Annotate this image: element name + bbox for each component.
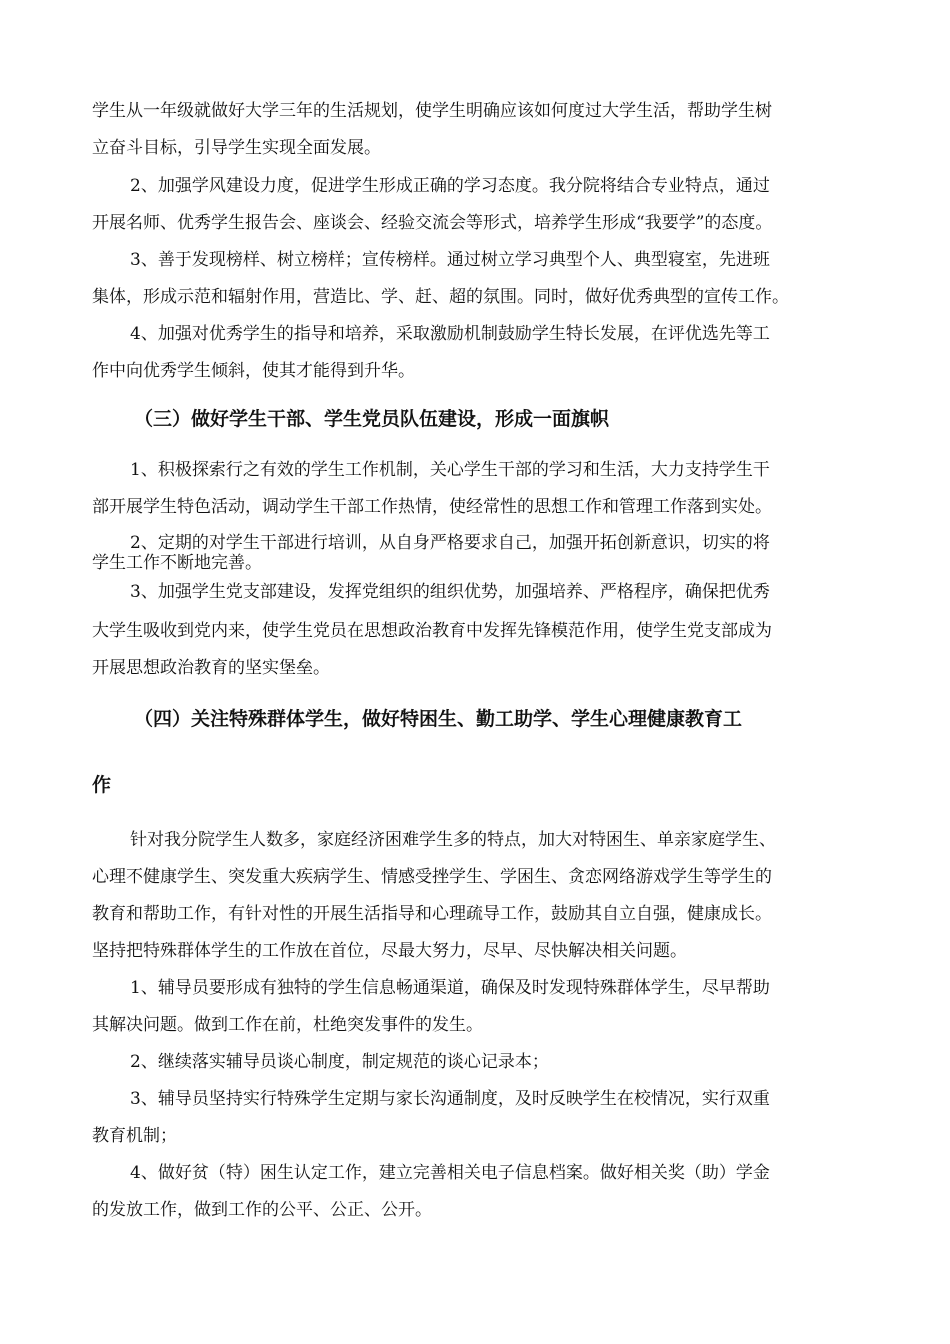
section-3-line-2: 部开展学生特色活动，调动学生干部工作热情，使经常性的思想工作和管理工作落到实处。 xyxy=(92,497,772,517)
section-4-line-2: 心理不健康学生、突发重大疾病学生、情感受挫学生、学困生、贪恋网络游戏学生等学生的 xyxy=(92,867,772,887)
intro-line-2: 立奋斗目标，引导学生实现全面发展。 xyxy=(92,138,381,158)
section-4-line-10: 4、做好贫（特）困生认定工作，建立完善相关电子信息档案。做好相关奖（助）学金 xyxy=(130,1163,770,1183)
intro-line-8: 作中向优秀学生倾斜，使其才能得到升华。 xyxy=(92,361,415,381)
section-4-line-1: 针对我分院学生人数多，家庭经济困难学生多的特点，加大对特困生、单亲家庭学生、 xyxy=(130,830,776,850)
intro-line-6: 集体，形成示范和辐射作用，营造比、学、赶、超的氛围。同时，做好优秀典型的宣传工作。 xyxy=(92,287,789,307)
intro-line-3: 2、加强学风建设力度，促进学生形成正确的学习态度。我分院将结合专业特点，通过 xyxy=(130,176,770,196)
section-4-line-9: 教育机制； xyxy=(92,1126,177,1146)
section-3-line-7: 开展思想政治教育的坚实堡垒。 xyxy=(92,658,330,678)
section-4-line-11: 的发放工作，做到工作的公平、公正、公开。 xyxy=(92,1200,432,1220)
section-4-heading-continued: 作 xyxy=(92,774,112,796)
section-3-line-3: 2、定期的对学生干部进行培训，从自身严格要求自己，加强开拓创新意识，切实的将 xyxy=(130,533,770,553)
intro-line-7: 4、加强对优秀学生的指导和培养，采取激励机制鼓励学生特长发展，在评优选先等工 xyxy=(130,324,770,344)
section-3-line-4: 学生工作不断地完善。 xyxy=(92,553,262,573)
section-4-line-6: 其解决问题。做到工作在前，杜绝突发事件的发生。 xyxy=(92,1015,483,1035)
section-3-line-1: 1、积极探索行之有效的学生工作机制，关心学生干部的学习和生活，大力支持学生干 xyxy=(130,460,770,480)
intro-line-5: 3、善于发现榜样、树立榜样；宣传榜样。通过树立学习典型个人、典型寝室，先进班 xyxy=(130,250,770,270)
section-4-line-4: 坚持把特殊群体学生的工作放在首位，尽最大努力，尽早、尽快解决相关问题。 xyxy=(92,941,687,961)
section-4-line-5: 1、辅导员要形成有独特的学生信息畅通渠道，确保及时发现特殊群体学生，尽早帮助 xyxy=(130,978,770,998)
section-3-line-6: 大学生吸收到党内来，使学生党员在思想政治教育中发挥先锋模范作用，使学生党支部成为 xyxy=(92,621,772,641)
intro-line-4: 开展名师、优秀学生报告会、座谈会、经验交流会等形式，培养学生形成“我要学”的态度。 xyxy=(92,213,773,233)
section-4-line-3: 教育和帮助工作，有针对性的开展生活指导和心理疏导工作，鼓励其自立自强，健康成长。 xyxy=(92,904,772,924)
section-4-heading: （四）关注特殊群体学生，做好特困生、勤工助学、学生心理健康教育工 xyxy=(134,708,743,730)
intro-line-1: 学生从一年级就做好大学三年的生活规划，使学生明确应该如何度过大学生活，帮助学生树 xyxy=(92,101,772,121)
section-4-line-7: 2、继续落实辅导员谈心制度，制定规范的谈心记录本； xyxy=(130,1052,549,1072)
section-3-heading: （三）做好学生干部、学生党员队伍建设，形成一面旗帜 xyxy=(134,408,610,430)
section-4-line-8: 3、辅导员坚持实行特殊学生定期与家长沟通制度，及时反映学生在校情况，实行双重 xyxy=(130,1089,770,1109)
section-3-line-5: 3、加强学生党支部建设，发挥党组织的组织优势，加强培养、严格程序，确保把优秀 xyxy=(130,582,770,602)
